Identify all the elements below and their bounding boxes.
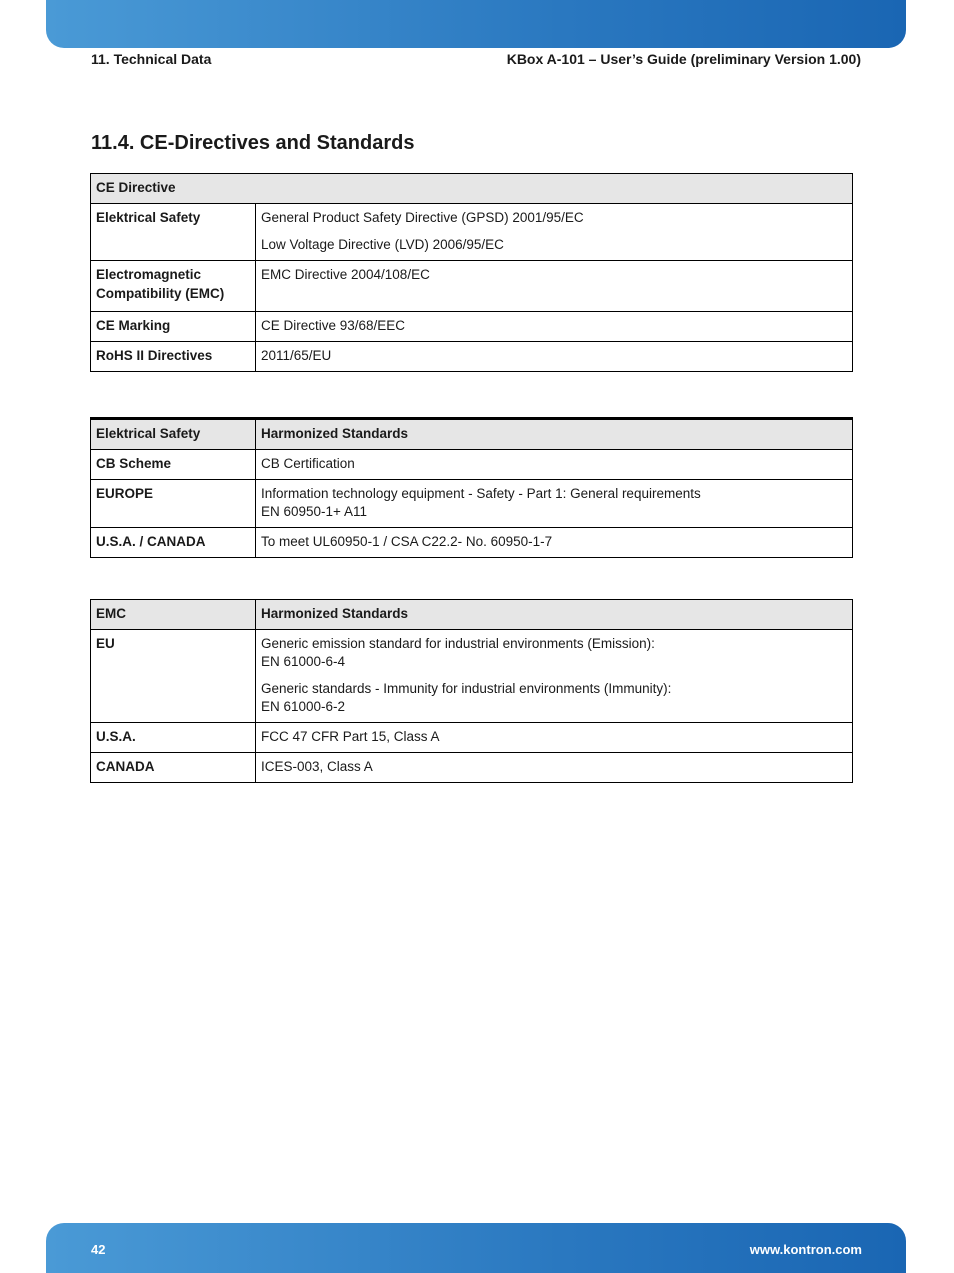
row-value <box>256 723 853 753</box>
row-label: U.S.A. <box>91 723 256 753</box>
chapter-label: 11. Technical Data <box>91 51 212 67</box>
row-value <box>256 312 853 342</box>
header-bar <box>46 0 906 48</box>
row-label: Elektrical Safety <box>91 204 256 261</box>
value-line: EMC Directive 2004/108/EC <box>261 267 430 282</box>
row-value <box>256 753 853 783</box>
table-header-cell: Harmonized Standards <box>256 419 853 450</box>
table-row <box>91 480 853 528</box>
row-label: EUROPE <box>91 480 256 528</box>
value-line: Information technology equipment - Safety - Part 1: General requirements <box>261 486 701 501</box>
row-value <box>256 204 853 261</box>
value-line: CB Certification <box>261 456 355 471</box>
table-row <box>91 312 853 342</box>
value-line: 2011/65/EU <box>261 348 332 363</box>
value-line: EN 60950-1+ A11 <box>261 504 367 519</box>
electrical-safety-standards-table <box>90 417 853 558</box>
section-title: 11.4. CE-Directives and Standards <box>91 132 415 154</box>
table-header-cell: Elektrical Safety <box>91 419 256 450</box>
row-label: EU <box>91 630 256 723</box>
label-line: Electromagnetic <box>96 267 202 282</box>
table-row <box>91 630 853 723</box>
row-label: CANADA <box>91 753 256 783</box>
row-value <box>256 261 853 312</box>
value-line: General Product Safety Directive (GPSD) 2001/95/EC <box>261 210 584 225</box>
table-row <box>91 204 853 261</box>
table-header-cell: CE Directive <box>91 174 853 204</box>
table-row <box>91 753 853 783</box>
table-header-row <box>91 600 853 630</box>
table-header-cell: Harmonized Standards <box>256 600 853 630</box>
row-value <box>256 480 853 528</box>
value-line: EN 61000-6-4 <box>261 654 346 669</box>
table-row <box>91 342 853 372</box>
row-label: U.S.A. / CANADA <box>91 528 256 558</box>
table-header-row <box>91 174 853 204</box>
page-number: 42 <box>91 1242 106 1257</box>
document-title: KBox A-101 – User’s Guide (preliminary Version 1.00) <box>506 51 861 67</box>
row-value <box>256 342 853 372</box>
row-value <box>256 450 853 480</box>
value-line: Generic standards - Immunity for industrial environments (Immunity): <box>261 681 672 696</box>
emc-standards-table <box>90 599 853 783</box>
table-row <box>91 528 853 558</box>
value-line: EN 61000-6-2 <box>261 699 346 714</box>
label-line: Compatibility (EMC) <box>96 286 225 301</box>
row-label: RoHS II Directives <box>91 342 256 372</box>
row-label: CB Scheme <box>91 450 256 480</box>
value-line: ICES-003, Class A <box>261 759 373 774</box>
table-row <box>91 723 853 753</box>
value-line: Low Voltage Directive (LVD) 2006/95/EC <box>261 237 504 252</box>
table-header-row <box>91 419 853 450</box>
row-value <box>256 630 853 723</box>
row-label: CE Marking <box>91 312 256 342</box>
row-label <box>91 261 256 312</box>
row-value <box>256 528 853 558</box>
value-line: CE Directive 93/68/EEC <box>261 318 406 333</box>
table-row <box>91 261 853 312</box>
value-line: To meet UL60950-1 / CSA C22.2- No. 60950-1-7 <box>261 534 553 549</box>
table-header-cell: EMC <box>91 600 256 630</box>
ce-directive-table <box>90 173 853 372</box>
value-line: Generic emission standard for industrial environments (Emission): <box>261 636 655 651</box>
table-row <box>91 450 853 480</box>
value-line: FCC 47 CFR Part 15, Class A <box>261 729 440 744</box>
website-link[interactable]: www.kontron.com <box>749 1242 862 1257</box>
